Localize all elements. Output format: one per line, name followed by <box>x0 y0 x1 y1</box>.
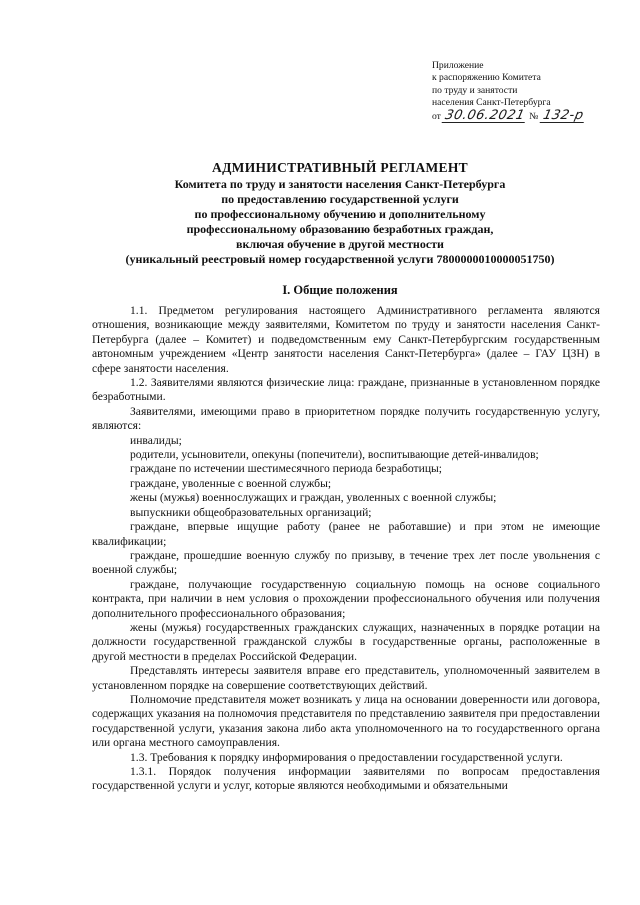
appendix-line-4: населения Санкт-Петербурга <box>432 97 551 109</box>
list-item: жены (мужья) государственных гражданских служащих, назначенных в порядке ротации на должности государственной гражданской службы в государственные органы, расположенные в другой местности в пределах Российской Федерации. <box>92 620 600 663</box>
paragraph-1-2: 1.2. Заявителями являются физические лица: граждане, признанные в установленном порядке безработными. <box>92 376 600 404</box>
section-heading: I. Общие положения <box>282 283 398 297</box>
title-line: по предоставлению государственной услуги <box>221 192 459 206</box>
handwritten-number: 132-р <box>541 107 585 123</box>
appendix-line-3: по труду и занятости <box>432 84 518 96</box>
list-item: жены (мужья) военнослужащих и граждан, уволенных с военной службы; <box>130 491 497 505</box>
handwritten-date: 30.06.2021 <box>443 107 527 123</box>
paragraph-1-1: 1.1. Предметом регулирования настоящего Административного регламента являются отношения, возникающие между заявителями, Комитетом по труду и занятости населения Санкт-Петербурга (далее – Комитет) и подведомственным ему Санкт-Петербургским государственным автономным учреждением «Центр занятости населения Санкт-Петербурга» (далее – ГАУ ЦЗН) в сфере занятости населения. <box>92 304 600 375</box>
list-item: граждане по истечении шестимесячного периода безработицы; <box>130 462 443 476</box>
title-line: по профессиональному обучению и дополнительному <box>194 207 486 221</box>
title-line: профессиональному образованию безработных граждан, <box>186 222 494 236</box>
paragraph-powers: Полномочие представителя может возникать у лица на основании доверенности или договора, содержащих указания на полномочия представителя по представлению заявителя при предоставлении государственной услуги, указания закона либо акта уполномоченного на то государственного органа или органа местного самоуправления. <box>92 692 600 750</box>
list-item: выпускники общеобразовательных организаций; <box>130 505 372 519</box>
list-item: граждане, прошедшие военную службу по призыву, в течение трех лет после увольнения с военной службы; <box>92 548 600 577</box>
title-line: Комитета по труду и занятости населения Санкт-Петербурга <box>174 177 506 191</box>
list-item: граждане, впервые ищущие работу (ранее не работавшие) и при этом не имеющие квалификации; <box>92 520 600 548</box>
title-line: (уникальный реестровый номер государственной услуги 7800000010000051750) <box>125 252 555 266</box>
number-prefix: № <box>529 110 539 122</box>
list-item: граждане, получающие государственную социальную помощь на основе социального контракта, при наличии в нем условия о прохождении профессионального обучения или получения дополнительного профессионального образования; <box>92 577 600 620</box>
appendix-block <box>432 60 612 123</box>
document-title <box>60 160 620 267</box>
list-item: инвалиды; <box>130 433 182 447</box>
list-item: родители, усыновители, опекуны (попечители), воспитывающие детей-инвалидов; <box>130 448 539 462</box>
document-body <box>92 304 600 794</box>
paragraph-1-3-1: 1.3.1. Порядок получения информации заявителями по вопросам предоставления государственной услуги и услуг, которые являются необходимыми и обязательными <box>92 765 600 793</box>
appendix-line-1: Приложение <box>432 60 484 71</box>
paragraph-1-3: 1.3. Требования к порядку информирования о предоставлении государственной услуги. <box>130 750 563 764</box>
list-item: граждане, уволенные с военной службы; <box>130 476 332 490</box>
appendix-date-line <box>432 107 612 123</box>
date-prefix: от <box>432 110 441 122</box>
appendix-line-2: к распоряжению Комитета <box>432 72 541 84</box>
title-main: АДМИНИСТРАТИВНЫЙ РЕГЛАМЕНТ <box>212 160 468 175</box>
paragraph-priority: Заявителями, имеющими право в приоритетном порядке получить государственную услугу, являются: <box>92 404 600 433</box>
title-line: включая обучение в другой местности <box>236 237 444 251</box>
paragraph-representative: Представлять интересы заявителя вправе его представитель, уполномоченный заявителем в установленном порядке на совершение соответствующих действий. <box>92 664 600 692</box>
